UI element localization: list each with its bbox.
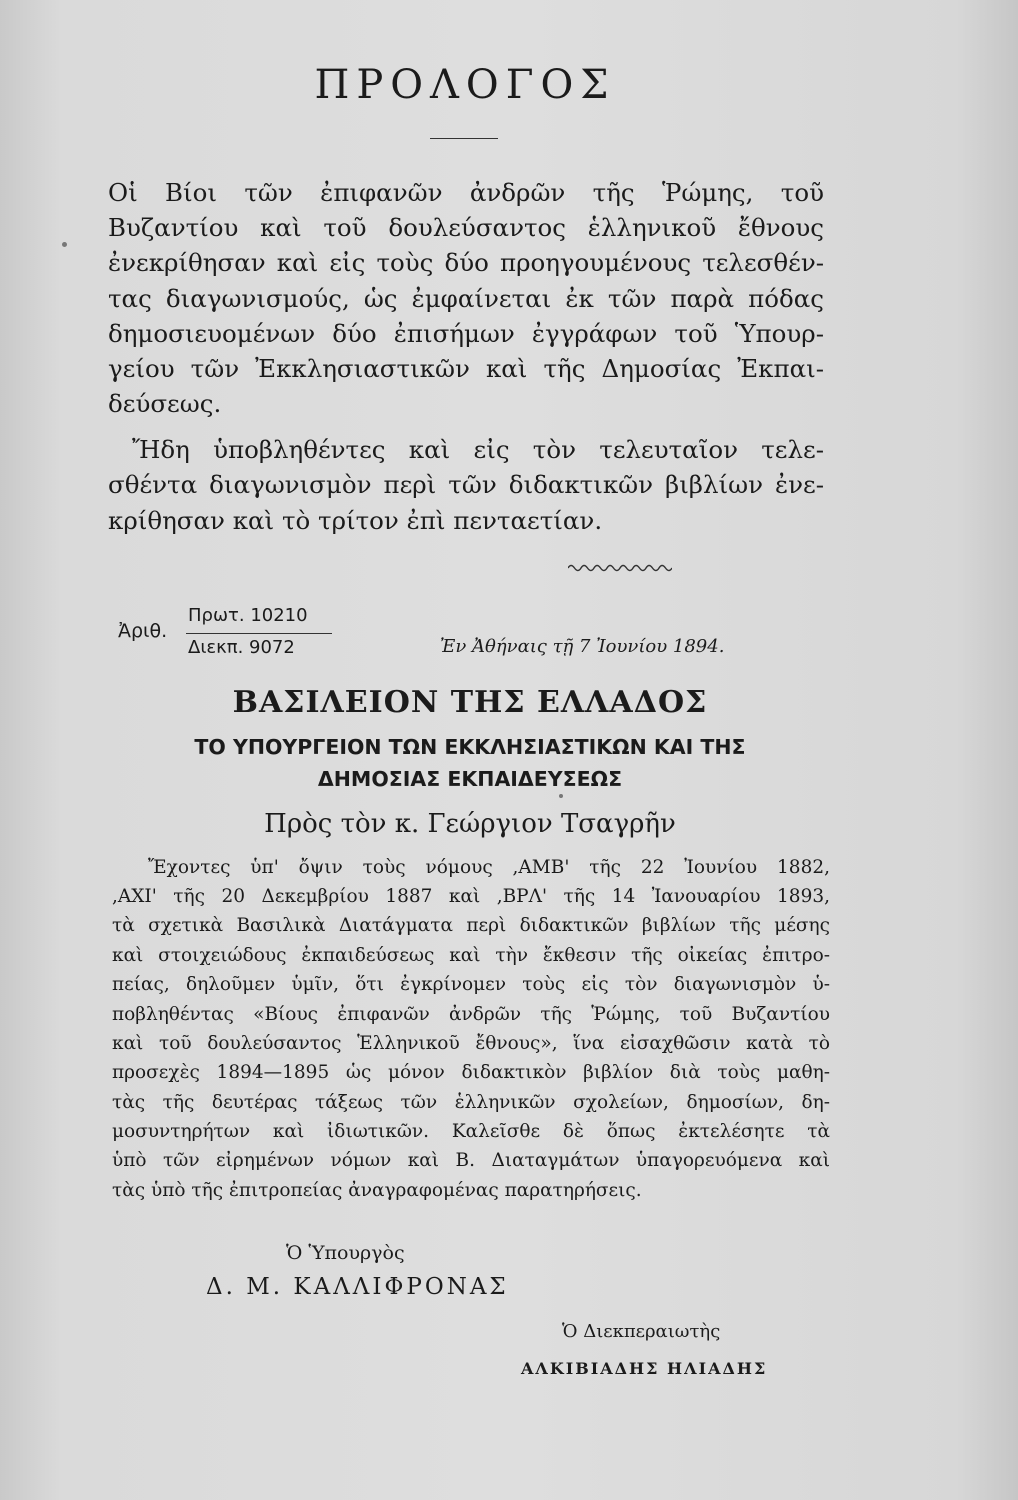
wavy-ornament [568, 562, 672, 574]
protocol-number: Πρωτ. 10210 [188, 605, 308, 626]
body-line: καὶ τοῦ δουλεύσαντος Ἑλληνικοῦ ἔθνους», ἵνα εἰσαχθῶσιν κατὰ τὸ [112, 1033, 830, 1054]
body-line: ,ΑΧΙ' τῆς 20 Δεκεμβρίου 1887 καὶ ,ΒΡΛ' τῆς 14 Ἰανουαρίου 1893, [112, 886, 830, 907]
body-line: πείας, δηλοῦμεν ὑμῖν, ὅτι ἐγκρίνομεν τοὺς εἰς τὸν διαγωνισμὸν ὑ- [112, 974, 830, 995]
prologue-line: γείου τῶν Ἐκκλησιαστικῶν καὶ τῆς Δημοσίας Ἐκπαι- [108, 354, 824, 383]
prologue-line: δεύσεως. [108, 389, 222, 418]
minister-title: Ὁ Ὑπουργὸς [286, 1242, 405, 1264]
prologue-line: δημοσιευομένων δύο ἐπισήμων ἐγγράφων τοῦ Ὑπουρ- [108, 319, 824, 348]
prologue-line: σθέντα διαγωνισμὸν περὶ τῶν διδακτικῶν βιβλίων ἐνε- [108, 470, 824, 499]
body-line: τὰς τῆς δευτέρας τάξεως τῶν ἑλληνικῶν σχολείων, δημοσίων, δη- [112, 1092, 830, 1113]
date-line: Ἐν Ἀθήναις τῇ 7 Ἰουνίου 1894. [440, 636, 725, 657]
number-label: Ἀριθ. [118, 620, 168, 642]
prologue-title: ΠΡΟΛΟΓΟΣ [314, 62, 616, 108]
prologue-line: Οἱ Βίοι τῶν ἐπιφανῶν ἀνδρῶν τῆς Ῥώμης, τοῦ [108, 178, 824, 207]
minister-name: Δ. Μ. ΚΑΛΛΙΦΡΟΝΑΣ [206, 1274, 509, 1300]
paper-speck [62, 242, 67, 247]
clerk-title: Ὁ Διεκπεραιωτὴς [562, 1321, 721, 1342]
body-line: ὑπὸ τῶν εἰρημένων νόμων καὶ Β. Διαταγμάτων ὑπαγορευόμενα καὶ [112, 1150, 830, 1171]
body-line: καὶ στοιχειώδους ἐκπαιδεύσεως καὶ τὴν ἔκθεσιν τῆς οἰκείας ἐπιτρο- [112, 945, 830, 966]
ministry-heading-line2: ΔΗΜΟΣΙΑΣ ΕΚΠΑΙΔΕΥΣΕΩΣ [317, 767, 623, 791]
body-line: προσεχὲς 1894—1895 ὡς μόνον διδακτικὸν βιβλίον διὰ τοὺς μαθη- [112, 1062, 830, 1083]
dispatch-number: Διεκπ. 9072 [188, 637, 295, 658]
body-line: ποβληθέντας «Βίους ἐπιφανῶν ἀνδρῶν τῆς Ῥώμης, τοῦ Βυζαντίου [112, 1004, 830, 1025]
prologue-line: Βυζαντίου καὶ τοῦ δουλεύσαντος ἑλληνικοῦ ἔθνους [108, 213, 824, 242]
body-line: Ἔχοντες ὑπ' ὄψιν τοὺς νόμους ,ΑΜΒ' τῆς 22 Ἰουνίου 1882, [148, 857, 830, 878]
fraction-bar [186, 633, 332, 634]
ministry-heading-line1: ΤΟ ΥΠΟΥΡΓΕΙΟΝ ΤΩΝ ΕΚΚΛΗΣΙΑΣΤΙΚΩΝ ΚΑΙ ΤΗΣ [194, 735, 746, 759]
body-line: τὰ σχετικὰ Βασιλικὰ Διατάγματα περὶ διδακτικῶν βιβλίων τῆς μέσης [112, 915, 830, 936]
addressee: Πρὸς τὸν κ. Γεώργιον Τσαγρῆν [264, 809, 676, 839]
prologue-line: ἐνεκρίθησαν καὶ εἰς τοὺς δύο προηγουμένους τελεσθέν- [108, 248, 824, 277]
paper-speck [559, 794, 563, 798]
prologue-line: τας διαγωνισμούς, ὡς ἐμφαίνεται ἐκ τῶν παρὰ πόδας [108, 284, 824, 313]
prologue-line: Ἤδη ὑποβληθέντες καὶ εἰς τὸν τελευταῖον τελε- [132, 435, 824, 464]
body-line: μοσυντηρήτων καὶ ἰδιωτικῶν. Καλεῖσθε δὲ ὅπως ἐκτελέσητε τὰ [112, 1121, 830, 1142]
title-rule [430, 138, 498, 139]
body-line: τὰς ὑπὸ τῆς ἐπιτροπείας ἀναγραφομένας παρατηρήσεις. [112, 1180, 642, 1201]
prologue-line: κρίθησαν καὶ τὸ τρίτον ἐπὶ πενταετίαν. [108, 506, 603, 535]
clerk-name: ΑΛΚΙΒΙΑΔΗΣ ΗΛΙΑΔΗΣ [521, 1359, 768, 1378]
kingdom-heading: ΒΑΣΙΛΕΙΟΝ ΤΗΣ ΕΛΛΑΔΟΣ [232, 685, 708, 720]
